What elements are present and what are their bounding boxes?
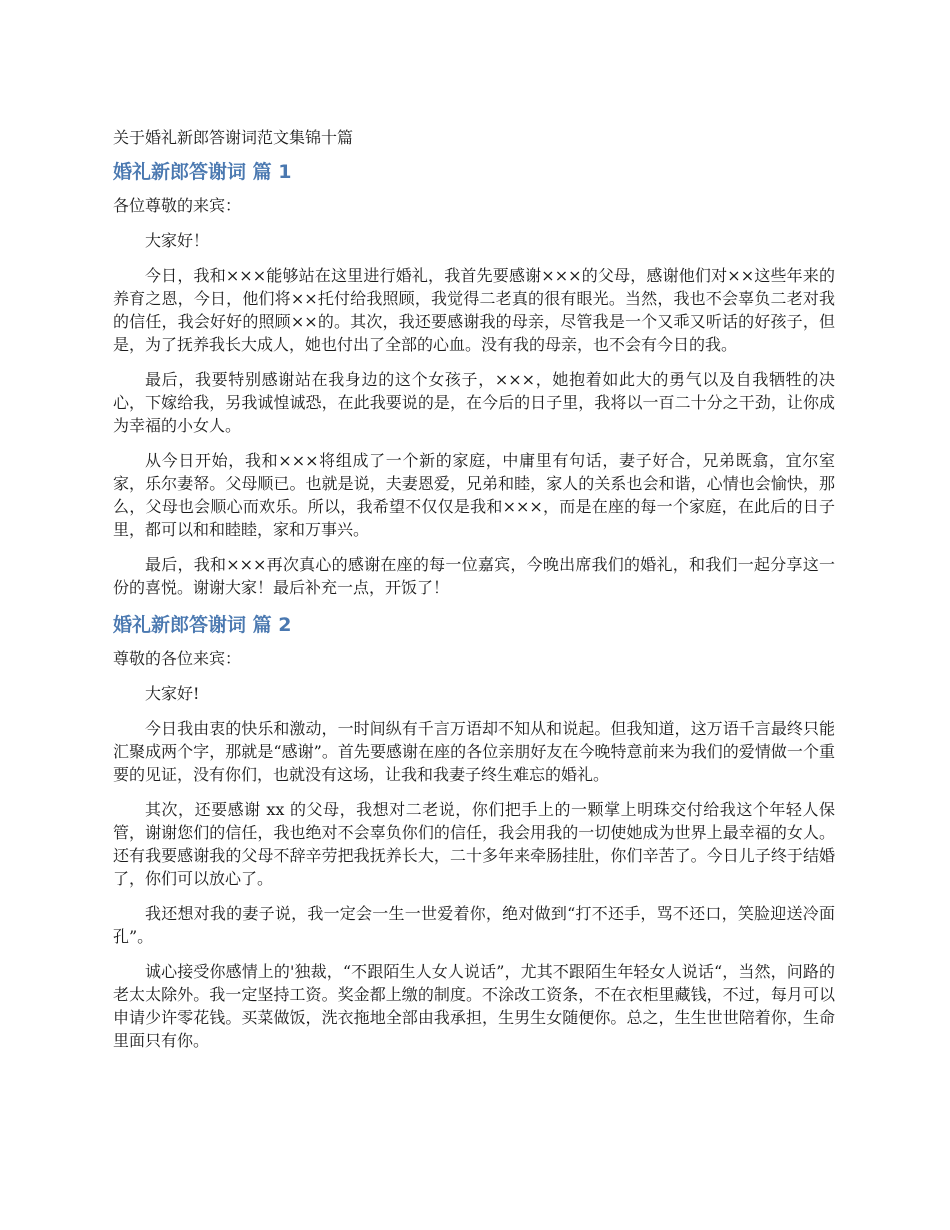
document-title: 关于婚礼新郎答谢词范文集锦十篇 [113, 128, 354, 147]
paragraph: 今日我由衷的快乐和激动，一时间纵有千言万语却不知从和说起。但我知道，这万语千言最终只能汇聚成两个字，那就是“感谢”。首先要感谢在座的各位亲朋好友在今晚特意前来为我们的爱情做一个重要的见证，没有你们，也就没有这场，让我和我妻子终生难忘的婚礼。 [113, 719, 835, 784]
section-heading: 婚礼新郎答谢词 篇 2 [113, 614, 292, 636]
paragraph: 从今日开始，我和×××将组成了一个新的家庭，中庸里有句话，妻子好合，兄弟既翕，宜尔室家，乐尔妻帑。父母顺已。也就是说，夫妻恩爱，兄弟和睦，家人的关系也会和谐，心情也会愉快，那么，父母也会顺心而欢乐。所以，我希望不仅仅是我和×××，而是在座的每一个家庭，在此后的日子里，都可以和和睦睦，家和万事兴。 [113, 451, 835, 539]
paragraph: 其次，还要感谢 xx 的父母，我想对二老说，你们把手上的一颗掌上明珠交付给我这个年轻人保管，谢谢您们的信任，我也绝对不会辜负你们的信任，我会用我的一切使她成为世界上最幸福的女人。还有我要感谢我的父母不辞辛劳把我抚养长大，二十多年来牵肠挂肚，你们辛苦了。今日儿子终于结婚了，你们可以放心了。 [113, 800, 835, 888]
section-1 [113, 158, 835, 599]
paragraph: 最后，我和×××再次真心的感谢在座的每一位嘉宾，今晚出席我们的婚礼，和我们一起分享这一份的喜悦。谢谢大家！最后补充一点，开饭了！ [113, 555, 835, 597]
paragraph: 大家好！ [145, 231, 210, 250]
salutation: 尊敬的各位来宾： [113, 649, 242, 668]
paragraph: 大家好! [145, 684, 200, 703]
section-2 [113, 611, 835, 1052]
salutation: 各位尊敬的来宾： [113, 196, 242, 215]
paragraph: 今日，我和×××能够站在这里进行婚礼，我首先要感谢×××的父母，感谢他们对××这些年来的养育之恩，今日，他们将××托付给我照顾，我觉得二老真的很有眼光。当然，我也不会辜负二老对我的信任，我会好好的照顾××的。其次，我还要感谢我的母亲，尽管我是一个又乖又听话的好孩子，但是，为了抚养我长大成人，她也付出了全部的心血。没有我的母亲，也不会有今日的我。 [113, 266, 835, 354]
paragraph: 我还想对我的妻子说，我一定会一生一世爱着你，绝对做到“打不还手，骂不还口，笑脸迎送冷面孔”。 [113, 904, 835, 946]
paragraph: 最后，我要特别感谢站在我身边的这个女孩子，×××，她抱着如此大的勇气以及自我牺牲的决心，下嫁给我，另我诚惶诚恐，在此我要说的是，在今后的日子里，我将以一百二十分之干劲，让你成为幸福的小女人。 [113, 370, 835, 435]
document-page [113, 126, 835, 1064]
section-heading: 婚礼新郎答谢词 篇 1 [113, 161, 292, 183]
paragraph: 诚心接受你感情上的'独裁，“不跟陌生人女人说话”，尤其不跟陌生年轻女人说话“，当然，问路的老太太除外。我一定坚持工资。奖金都上缴的制度。不涂改工资条，不在衣柜里藏钱，不过，每月可以申请少许零花钱。买菜做饭，洗衣拖地全部由我承担，生男生女随便你。总之，生生世世陪着你，生命里面只有你。 [113, 962, 835, 1050]
